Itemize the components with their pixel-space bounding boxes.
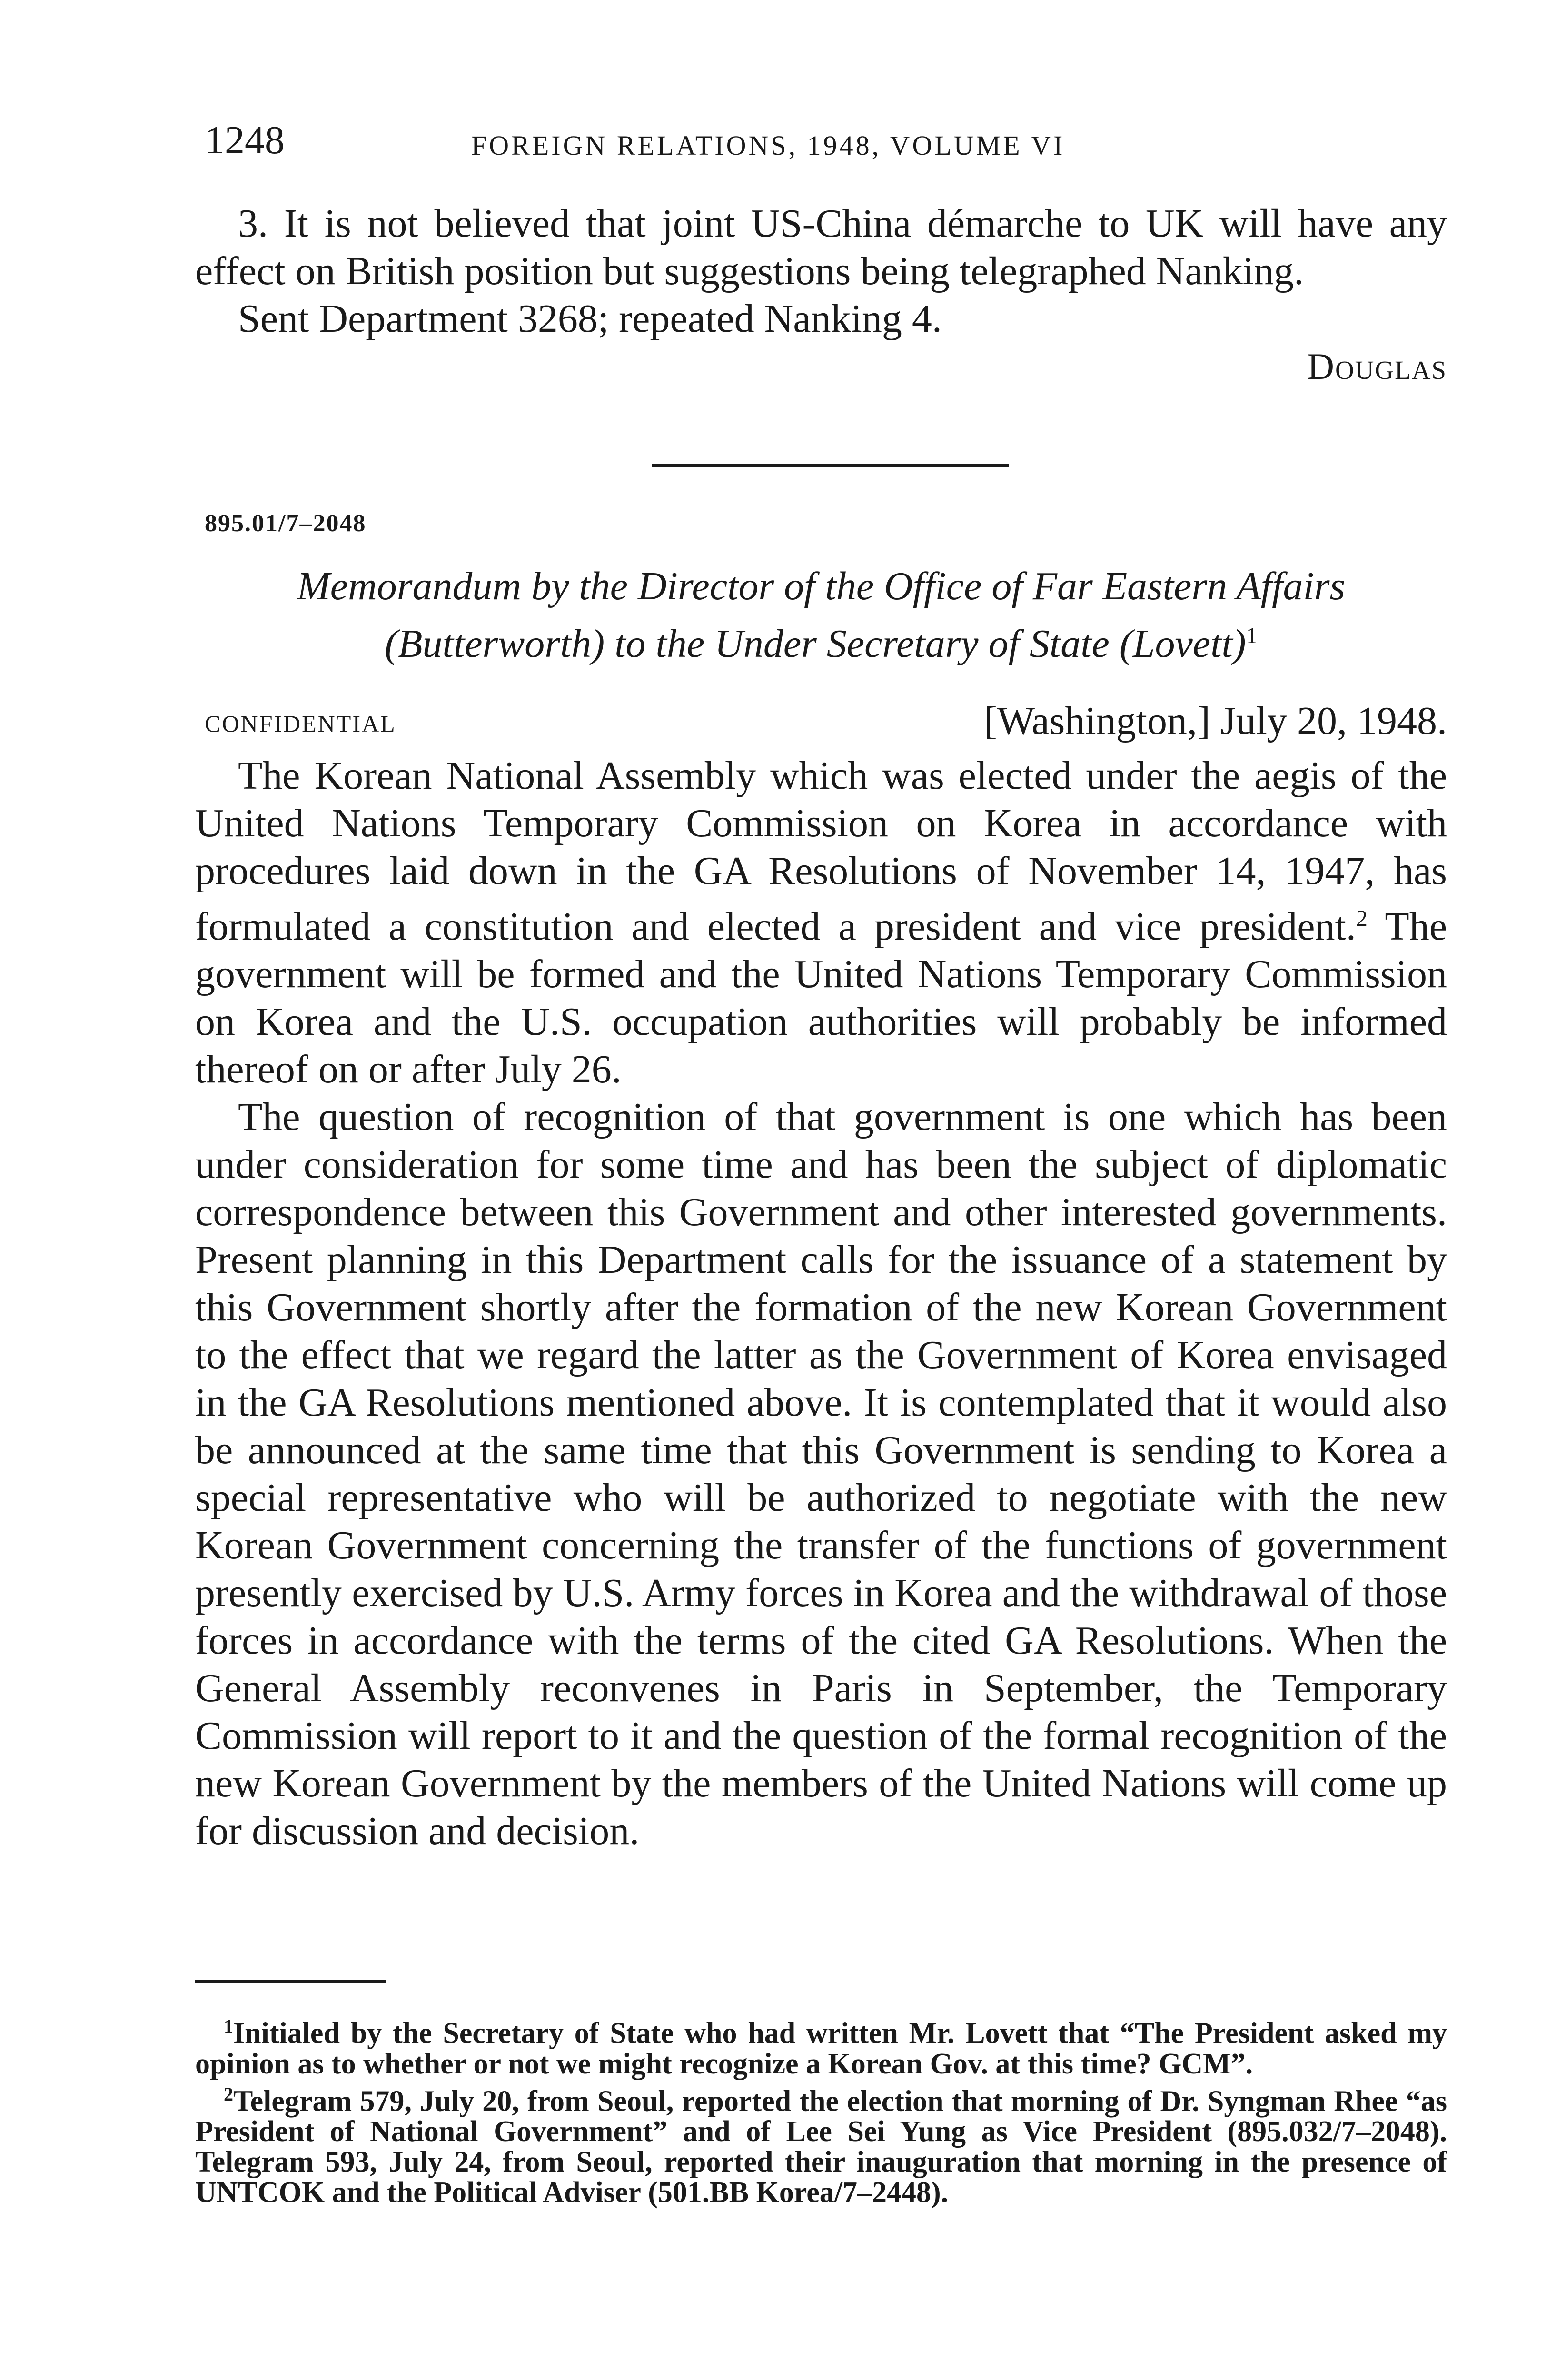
- running-head: FOREIGN RELATIONS, 1948, VOLUME VI: [471, 130, 1065, 161]
- dateline: [Washington,] July 20, 1948.: [983, 699, 1447, 743]
- page-header: [205, 114, 1461, 171]
- classification-label: CONFIDENTIAL: [205, 710, 396, 737]
- file-number: 895.01/7–2048: [205, 510, 367, 537]
- signature-douglas: Douglas: [1307, 346, 1447, 387]
- footnote-ref-1: 1: [1246, 623, 1258, 648]
- memo-paragraph-1: [195, 752, 1447, 1093]
- memo-paragraph-2: The question of recognition of that government is one which has been under consideration for some time and has been the subject of diplomatic correspondence between this Government and other interested governments. Present planning in this Department calls for the issuance of a statement by this Government shortly after the formation of the new Korean Government to the effect that we regard the latter as the Government of Korea envisaged in the GA Resolutions mentioned above. It is contemplated that it would also be announced at the same time that this Government is sending to Korea a special representative who will be authorized to negotiate with the new Korean Government concerning the transfer of the functions of government presently exercised by U.S. Army forces in Korea and the withdrawal of those forces in accordance with the terms of the cited GA Resolutions. When the General Assembly reconvenes in Paris in September, the Temporary Commission will report to it and the question of the formal recognition of the new Korean Government by the members of the United Nations will come up for discussion and decision.: [195, 1095, 1447, 1853]
- footnote-2-marker: 2: [224, 2083, 233, 2105]
- memo-title-line-1: Memorandum by the Director of the Office of Far Eastern Affairs: [297, 564, 1346, 608]
- footnote-1-marker: 1: [224, 2015, 233, 2037]
- memo-title: [195, 562, 1447, 669]
- footnote-1: [195, 2011, 1447, 2079]
- footnote-1-text: Initialed by the Secretary of State who had written Mr. Lovett that “The President asked my opinion as to whether or not we might recognize a Korean Gov. at this time? GCM”.: [195, 2017, 1447, 2080]
- page-number: 1248: [205, 118, 285, 162]
- dateline-row: [205, 695, 1447, 747]
- paragraph-3: 3. It is not believed that joint US-China démarche to UK will have any effect on British position but suggestions being telegraphed Nanking.: [195, 201, 1447, 293]
- previous-document-end: [195, 200, 1447, 390]
- footnote-2: [195, 2079, 1447, 2208]
- footnote-2-text: Telegram 579, July 20, from Seoul, reported the election that morning of Dr. Syngman Rhee “as President of National Government” and of Lee Sei Yung as Vice President (895.032/7–2048). Telegram 593, July 24, from Seoul, reported their inauguration that morning in the presence of UNTCOK and the Political Adviser (501.BB Korea/7–2448).: [195, 2085, 1447, 2209]
- memo-paragraph-1-part-b: The government will be formed and the United Nations Temporary Commission on Korea and the U.S. occupation authorities will probably be informed thereof on or after July 26.: [195, 904, 1447, 1091]
- sent-line: Sent Department 3268; repeated Nanking 4.: [238, 297, 942, 341]
- footnote-rule: [195, 1980, 386, 1983]
- document-separator-rule: [652, 464, 1009, 467]
- footnotes: [195, 2011, 1447, 2208]
- memo-title-line-2: (Butterworth) to the Under Secretary of State (Lovett): [385, 622, 1246, 666]
- memo-paragraph-1-part-a: The Korean National Assembly which was elected under the aegis of the United Nations Temporary Commission on Korea in accordance with procedures laid down in the GA Resolutions of November 14, 1947, has formulated a constitution and elected a president and vice president.: [195, 754, 1447, 949]
- memo-body: [195, 752, 1447, 1855]
- footnote-ref-2: 2: [1356, 906, 1368, 931]
- memo-title-line-2-wrap: [195, 611, 1447, 669]
